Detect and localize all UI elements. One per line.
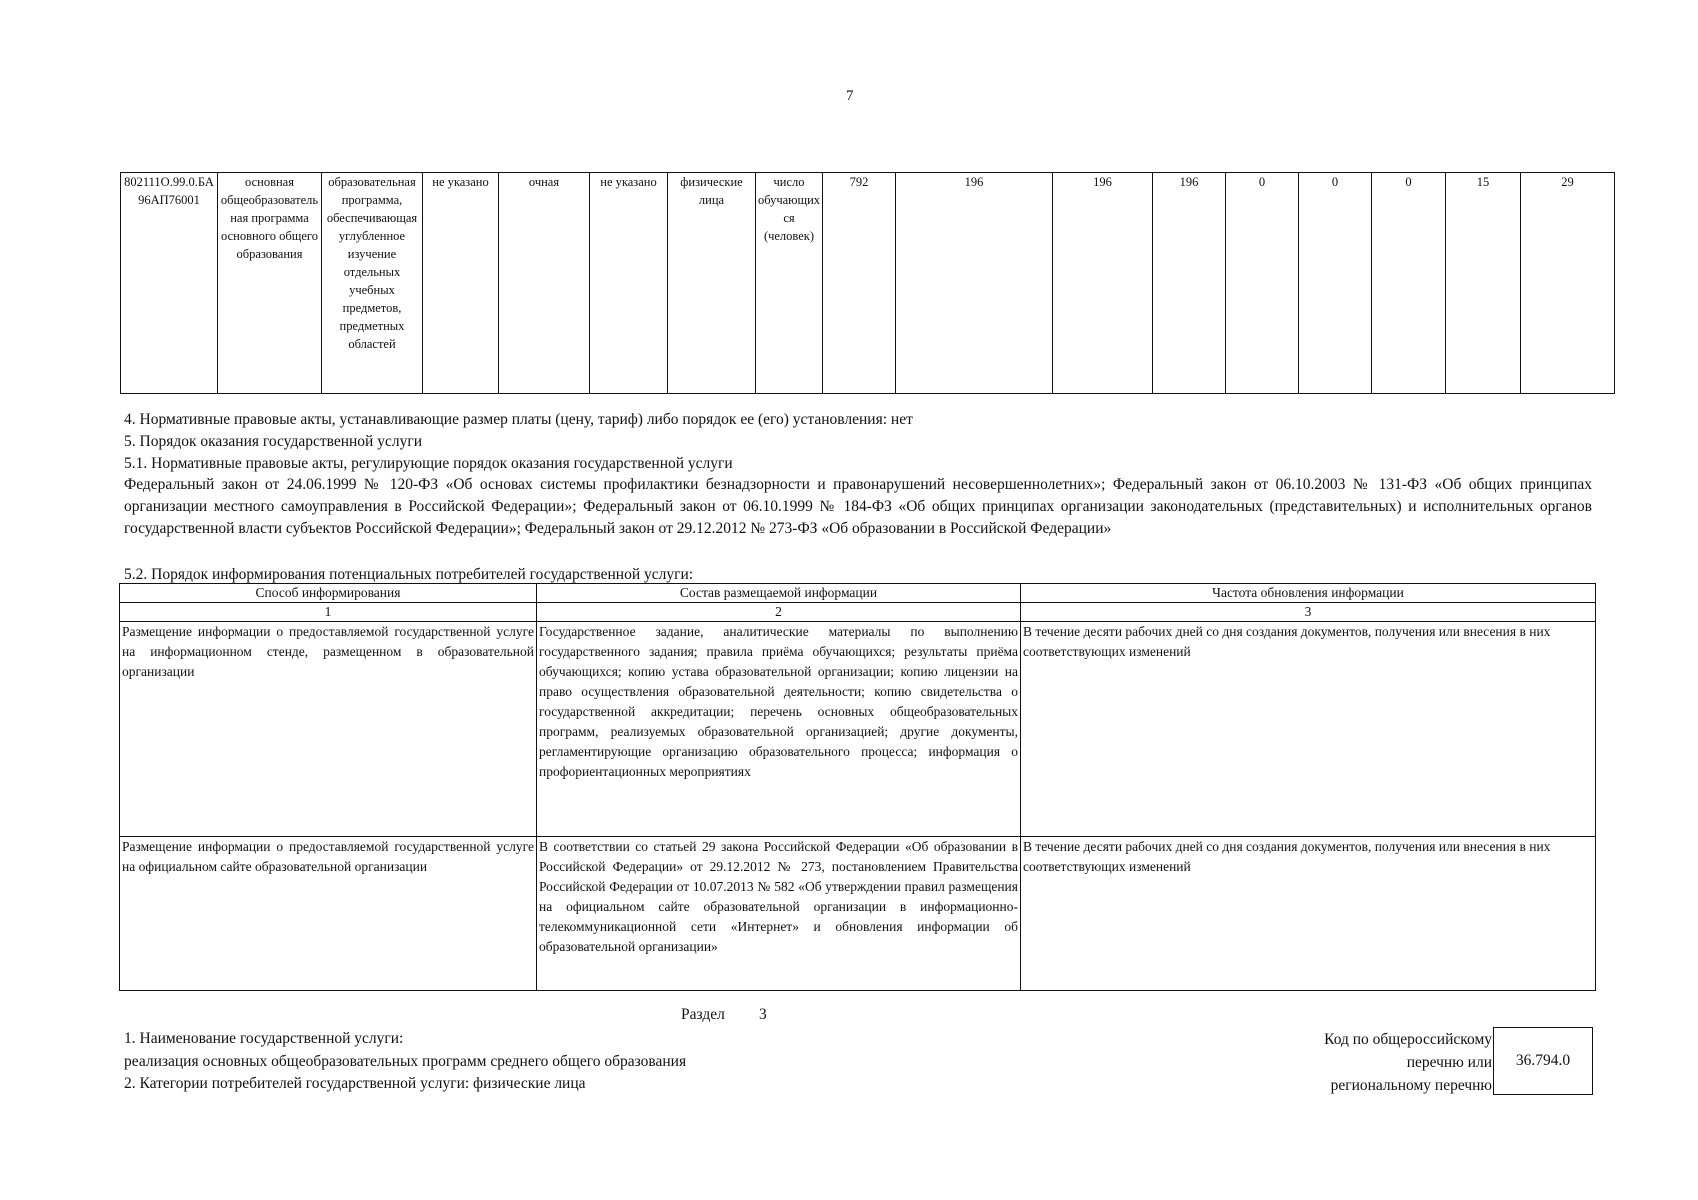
program-type-cell: основная общеобразовательная программа основного общего образования — [218, 173, 322, 394]
price-cell-3: 0 — [1372, 173, 1446, 394]
value-cell-1: 196 — [896, 173, 1053, 394]
program-kind-cell: образовательная программа, обеспечивающая углубленное изучение отдельных учебных предметов, предметных областей — [322, 173, 423, 394]
row-2-method: Размещение информации о предоставляемой государственной услуге на официальном сайте образовательной организации — [120, 836, 537, 990]
registry-code-value: 36.794.0 — [1493, 1027, 1593, 1095]
indicators-table — [120, 172, 1615, 394]
column-number: 3 — [1021, 603, 1596, 622]
section-5-1-title: 5.1. Нормативные правовые акты, регулирующие порядок оказания государственной услуги — [124, 455, 733, 472]
header-method: Способ информирования — [120, 584, 537, 603]
row-2-content: В соответствии со статьей 29 закона Российской Федерации «Об образовании в Российской Федерации» от 29.12.2012 № 273, постановлением Правительства Российской Федерации от 10.07.2013 № 582 «Об утверждении правил размещения на официальном сайте образовательной организации в информационно-телекоммуникационной сети «Интернет» и обновления информации об образовательной организации» — [537, 836, 1021, 990]
section-number: 3 — [759, 1006, 767, 1023]
service-name: реализация основных общеобразовательных программ среднего общего образования — [124, 1053, 687, 1070]
registry-code-label: Код по общероссийскому перечню или региональному перечню — [1324, 1031, 1492, 1094]
column-number: 2 — [537, 603, 1021, 622]
section-label: Раздел — [681, 1006, 725, 1023]
price-cell-2: 0 — [1299, 173, 1372, 394]
header-content: Состав размещаемой информации — [537, 584, 1021, 603]
unspecified-cell-2: не указано — [590, 173, 668, 394]
section-5-1-body: Федеральный закон от 24.06.1999 № 120-ФЗ «Об основах системы профилактики безнадзорности и правонарушений несовершеннолетних»; Федеральный закон от 06.10.2003 № 131-ФЗ «Об общих принципах организации местного самоуправления в Российской Федерации»; Федеральный закон от 06.10.1999 № 184-ФЗ «Об общих принципах организации законодательных (представительных) и исполнительных органов государственной власти субъектов Российской Федерации»; Федеральный закон от 29.12.2012 № 273-ФЗ «Об образовании в Российской Федерации» — [124, 476, 1592, 537]
section-5-2-title: 5.2. Порядок информирования потенциальных потребителей государственной услуги: — [124, 566, 694, 583]
consumers-cell: физические лица — [668, 173, 756, 394]
row-1-method: Размещение информации о предоставляемой государственной услуге на информационном стенде, размещенном в образовательной организации — [120, 622, 537, 837]
row-1-content: Государственное задание, аналитические материалы по выполнению государственного задания; правила приёма обучающихся; результаты приёма обучающихся; копию устава образовательной организации; копию лицензии на право осуществления образовательной деятельности; копию свидетельства о государственной аккредитации; перечень основных общеобразовательных программ, реализуемых образовательной организацией; другие документы, регламентирующие организацию образовательного процесса; информация о профориентационных мероприятиях — [537, 622, 1021, 837]
deviation-percent-cell: 15 — [1446, 173, 1521, 394]
header-frequency: Частота обновления информации — [1021, 584, 1596, 603]
section-5: 5. Порядок оказания государственной услуги — [124, 433, 422, 450]
value-cell-3: 196 — [1153, 173, 1226, 394]
row-2-frequency: В течение десяти рабочих дней со дня создания документов, получения или внесения в них соответствующих изменений — [1021, 836, 1596, 990]
consumer-categories: 2. Категории потребителей государственной услуги: физические лица — [124, 1075, 586, 1092]
page-number: 7 — [846, 88, 854, 104]
column-number: 1 — [120, 603, 537, 622]
service-name-label: 1. Наименование государственной услуги: — [124, 1030, 404, 1047]
registry-code-cell: 802111О.99.0.БА96АП76001 — [121, 173, 218, 394]
deviation-absolute-cell: 29 — [1521, 173, 1615, 394]
row-1-frequency: В течение десяти рабочих дней со дня создания документов, получения или внесения в них соответствующих изменений — [1021, 622, 1596, 837]
informing-table — [119, 583, 1596, 991]
indicator-name-cell: число обучающихся (человек) — [756, 173, 823, 394]
form-cell: очная — [499, 173, 590, 394]
unspecified-cell: не указано — [423, 173, 499, 394]
okei-code-cell: 792 — [823, 173, 896, 394]
section-4: 4. Нормативные правовые акты, устанавливающие размер платы (цену, тариф) либо порядок ее (его) установления: нет — [124, 411, 913, 428]
value-cell-2: 196 — [1053, 173, 1153, 394]
price-cell-1: 0 — [1226, 173, 1299, 394]
